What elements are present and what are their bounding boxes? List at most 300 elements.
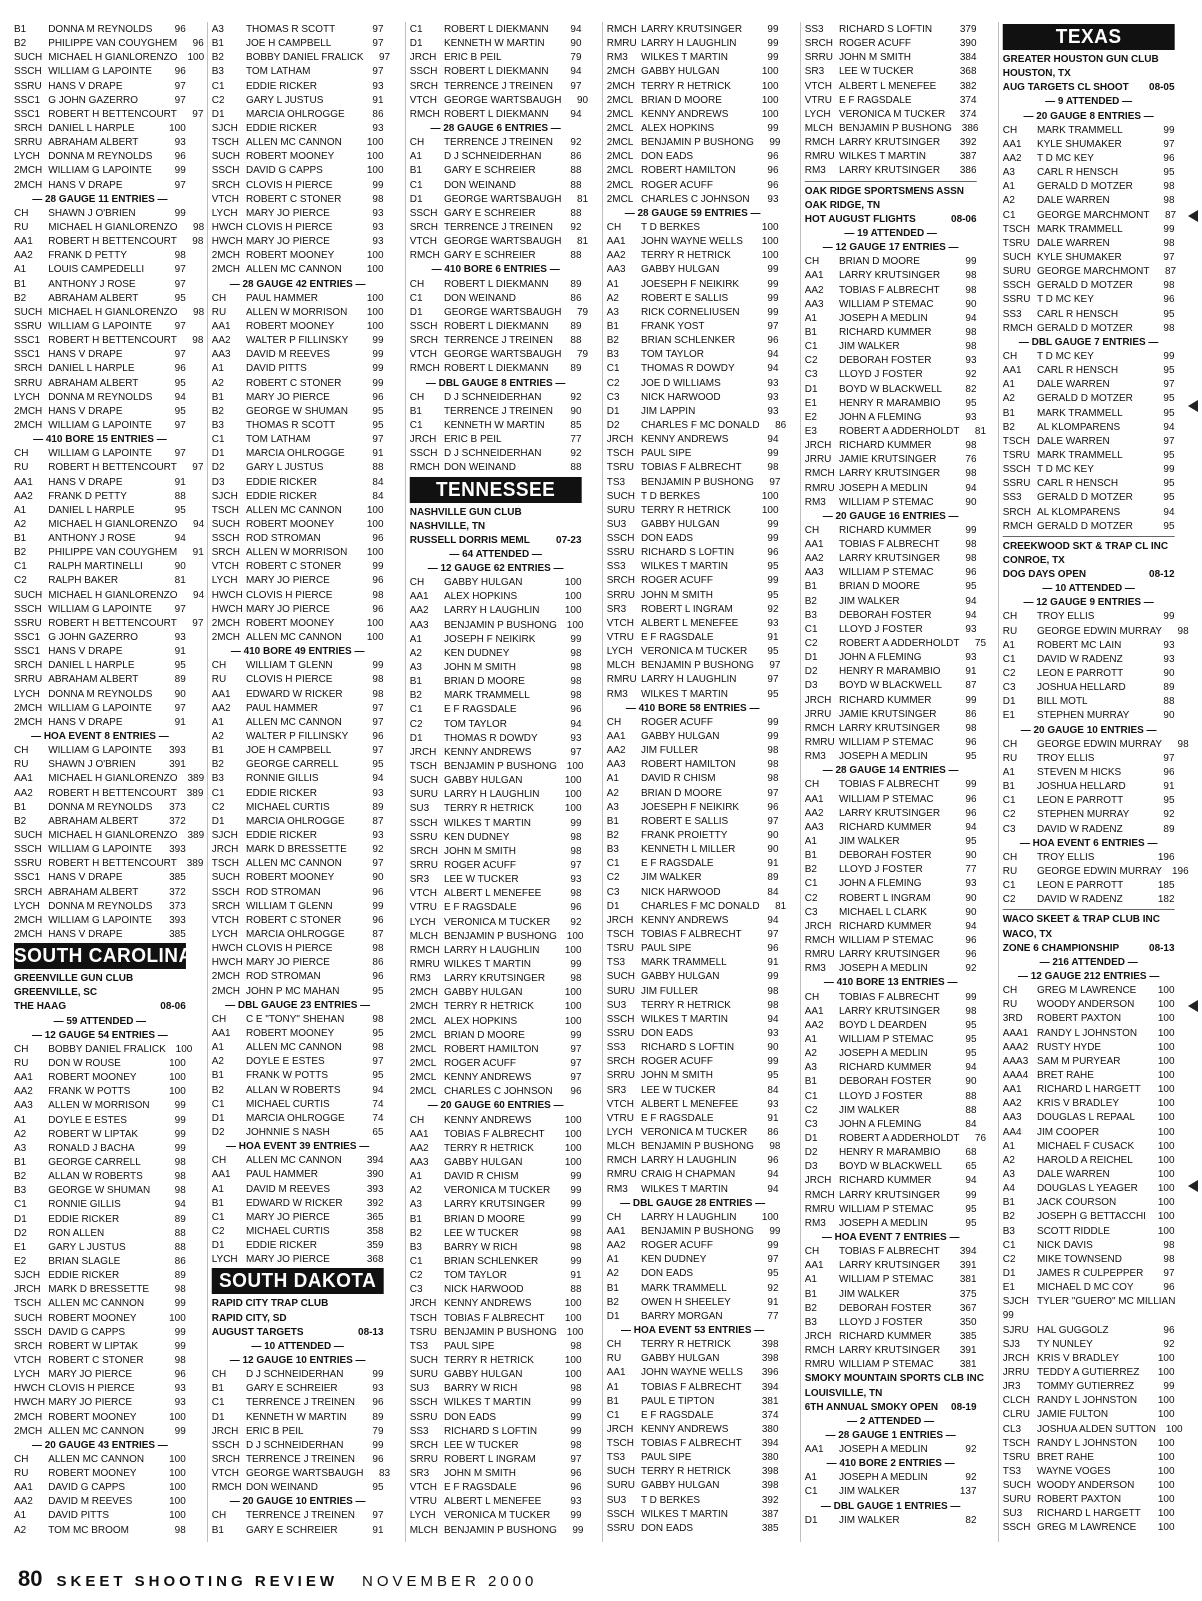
score: 93 (965, 410, 977, 423)
class-code: TSCH (1002, 222, 1031, 235)
class-code: JRCH (805, 919, 832, 932)
class-code: CH (1002, 349, 1018, 362)
shooter-name: JOHN A FLEMING (839, 651, 922, 664)
class-code: A1 (409, 150, 422, 163)
class-code: VTCH (409, 93, 437, 106)
score: 100 (564, 774, 582, 787)
result-row (14, 305, 205, 319)
class-code: B2 (14, 1170, 27, 1183)
shooter-name: ROGER ACUFF (641, 178, 714, 191)
class-code: AA3 (607, 263, 627, 276)
shooter-name: EDDIE RICKER (245, 475, 317, 488)
score: 98 (769, 1140, 781, 1153)
class-code: TSCH (409, 1311, 437, 1324)
class-code: C3 (1002, 822, 1016, 835)
result-row (212, 291, 384, 305)
result-row (14, 1339, 186, 1353)
shooter-name: MICHAEL H GIANLORENZO (48, 829, 178, 842)
shooter-name: MICHAEL D MC COY (1037, 1281, 1134, 1294)
result-row (212, 1480, 384, 1494)
class-code: C2 (805, 891, 818, 904)
class-code: AA4 (1002, 1125, 1022, 1138)
event-header: — 410 BORE 58 ENTRIES — (626, 701, 760, 714)
score: 99 (767, 277, 780, 290)
class-code: SUCH (607, 1465, 636, 1478)
shooter-name: THOMAS R SCOTT (245, 418, 336, 431)
shooter-name: WILLIAM G LAPOINTE (48, 701, 152, 714)
score: 99 (174, 206, 186, 219)
class-code: 2MCL (607, 178, 634, 191)
score: 97 (174, 701, 186, 714)
score: 97 (570, 1042, 582, 1055)
shooter-name: MARK TRAMMELL (1037, 123, 1123, 136)
class-code: SJ3 (1002, 1337, 1021, 1350)
score: 99 (965, 523, 977, 536)
result-row (212, 828, 384, 842)
result-row (805, 990, 977, 1004)
shooter-name: PAUL SIPE (641, 447, 692, 460)
result-row (1003, 1167, 1175, 1181)
result-row (212, 1125, 384, 1139)
shooter-name: HANS V DRAPE (48, 475, 123, 488)
shooter-name: ROD STROMAN (245, 532, 321, 545)
result-row (805, 947, 977, 961)
shooter-name: LARRY KRUTSINGER (839, 552, 941, 565)
result-row (14, 1127, 186, 1141)
shooter-name: BRIAN D MOORE (641, 93, 723, 106)
shooter-name: WALTER P FILLINSKY (245, 730, 349, 743)
class-code: MLCH (607, 659, 636, 672)
class-code: CH (409, 136, 424, 149)
result-row (212, 814, 384, 828)
class-code: RMRU (607, 37, 638, 50)
shooter-name: DEBORAH FOSTER (839, 608, 932, 621)
class-code: A1 (14, 503, 27, 516)
score: 98 (570, 661, 582, 674)
class-code: SUCH (211, 517, 240, 530)
shooter-name: JAMIE KRUTSINGER (839, 453, 937, 466)
shooter-name: DON EADS (641, 532, 694, 545)
result-row (1003, 1195, 1175, 1209)
shooter-name: WILKES T MARTIN (839, 150, 927, 163)
shooter-name: E F RAGSDALE (641, 631, 715, 644)
result-row (607, 93, 779, 107)
shooter-name: T D MC KEY (1037, 151, 1095, 164)
score: 86 (775, 418, 787, 431)
shooter-name: JOHN P MC MAHAN (245, 984, 340, 997)
score: 99 (372, 899, 384, 912)
result-row (805, 735, 977, 749)
shooter-name: LARRY KRUTSINGER (839, 721, 941, 734)
result-row (1003, 1506, 1175, 1520)
score: 88 (570, 461, 582, 474)
score: 100 (1158, 1196, 1175, 1209)
result-row (212, 1167, 384, 1181)
score: 93 (1163, 652, 1175, 665)
class-code: D2 (211, 461, 225, 474)
class-code: SRRU (14, 673, 43, 686)
result-row (1003, 179, 1175, 193)
class-code: D1 (805, 1131, 818, 1144)
result-row (805, 1131, 987, 1145)
result-row (805, 1103, 977, 1117)
result-row (409, 773, 581, 787)
class-code: 2MCH (14, 418, 43, 431)
class-code: A2 (409, 646, 422, 659)
shooter-name: GABBY HULGAN (641, 730, 720, 743)
class-code: C3 (607, 885, 620, 898)
shooter-name: WILLIAM G LAPOINTE (48, 744, 152, 757)
result-row (607, 50, 779, 64)
class-code: SRCH (409, 844, 438, 857)
class-code: RU (607, 1352, 622, 1365)
result-row (409, 319, 581, 333)
result-row (805, 268, 977, 282)
event-header: — DBL GAUGE 1 ENTRIES — (821, 1499, 961, 1512)
shooter-name: JOSHUA HELLARD (1037, 681, 1126, 694)
class-code: A1 (607, 277, 620, 290)
shooter-name: WOODY ANDERSON (1037, 998, 1135, 1011)
result-row (212, 206, 384, 220)
shooter-name: GARY L JUSTUS (48, 1240, 126, 1253)
result-row (607, 1139, 779, 1153)
result-row (212, 1224, 384, 1238)
score: 99 (372, 659, 384, 672)
score: 380 (762, 1451, 780, 1464)
shooter-name: BENJAMIN P BUSHONG (443, 929, 557, 942)
result-row (409, 900, 581, 914)
result-row (607, 475, 779, 489)
shooter-name: DON EADS (641, 1026, 694, 1039)
shooter-name: MICHAEL H GIANLORENZO (48, 517, 178, 530)
result-row (14, 672, 186, 686)
shooter-name: LLOYD J FOSTER (839, 1089, 923, 1102)
event-header: — 64 ATTENDED — (449, 547, 542, 560)
score: 393 (169, 913, 186, 926)
result-row (607, 248, 779, 262)
event-header: — DBL GAUGE 8 ENTRIES — (425, 376, 566, 389)
score: 91 (174, 475, 186, 488)
result-row (607, 899, 787, 913)
shooter-name: MARY JO PIERCE (48, 1396, 133, 1409)
score: 100 (366, 136, 384, 149)
score: 99 (174, 1424, 186, 1437)
shooter-name: WAYNE VOGES (1037, 1464, 1111, 1477)
shooter-name: PAUL SIPE (641, 942, 692, 955)
score: 394 (366, 1154, 384, 1167)
margin-mark (1188, 1000, 1198, 1012)
score: 97 (1163, 378, 1175, 391)
result-row (607, 1111, 779, 1125)
result-row (805, 848, 977, 862)
shooter-name: TERRENCE J TREINEN (443, 334, 553, 347)
shooter-name: ROBERT A ADDERHOLDT (839, 1131, 960, 1144)
result-row (212, 319, 384, 333)
score: 381 (960, 1273, 977, 1286)
result-row (1003, 1252, 1175, 1266)
score: 84 (965, 1117, 977, 1130)
result-row (212, 969, 384, 983)
result-row (805, 22, 977, 36)
shooter-name: LARRY H LAUGHLIN (641, 673, 737, 686)
score: 97 (174, 263, 186, 276)
shooter-name: CLOVIS H PIERCE (245, 178, 333, 191)
shooter-name: KYLE SHUMAKER (1037, 137, 1122, 150)
event-header: — HOA EVENT 7 ENTRIES — (822, 1230, 960, 1243)
shooter-name: TERRENCE J TREINEN (443, 79, 553, 92)
score: 90 (767, 829, 780, 842)
result-row (14, 842, 186, 856)
score: 97 (372, 744, 384, 757)
result-row (409, 589, 581, 603)
shoot-name-date (805, 1400, 977, 1414)
result-row (14, 531, 186, 545)
score: 100 (1158, 1224, 1175, 1237)
result-row (409, 192, 588, 206)
shooter-name: GARY E SCHREIER (245, 1382, 338, 1395)
result-row (14, 277, 186, 291)
score: 96 (570, 901, 582, 914)
result-row (212, 1153, 384, 1167)
class-code: CH (211, 1012, 226, 1025)
class-code: B1 (805, 1075, 818, 1088)
page-number: 80 (18, 1566, 43, 1591)
result-row (805, 721, 977, 735)
class-code: C2 (14, 574, 27, 587)
result-row (1003, 694, 1175, 708)
result-row (607, 658, 779, 672)
score: 99 (1163, 463, 1175, 476)
shoot-name-date (409, 533, 581, 547)
shooter-name: BENJAMIN P BUSHONG (839, 121, 953, 134)
class-code: A2 (14, 517, 27, 530)
shooter-name: ROBERT W LIPTAK (48, 1127, 139, 1140)
shooter-name: WILLIAM P STEMAC (839, 495, 934, 508)
class-code: JRCH (1002, 1351, 1030, 1364)
class-code: 2MCH (409, 1000, 438, 1013)
shooter-name: ROBERT E SALLIS (641, 814, 729, 827)
result-row (805, 594, 977, 608)
class-code: VTCH (14, 1353, 42, 1366)
result-row (1003, 377, 1175, 391)
result-row (805, 36, 977, 50)
club-info: CONROE, TX (1002, 553, 1065, 566)
result-row (805, 792, 977, 806)
class-code: HWCH (211, 956, 243, 969)
result-row (805, 1442, 977, 1456)
score: 100 (564, 1353, 582, 1366)
score: 100 (1158, 1026, 1175, 1039)
shooter-name: GEORGE EDWIN MURRAY (1037, 624, 1163, 637)
shooter-name: JIM WALKER (839, 1287, 900, 1300)
score: 97 (372, 37, 384, 50)
class-code: JRRU (1002, 1365, 1030, 1378)
score: 99 (1163, 222, 1175, 235)
class-code: SRCH (805, 37, 834, 50)
class-code: C1 (607, 362, 620, 375)
score: 93 (372, 121, 384, 134)
shooter-name: MICHAEL H GIANLORENZO (48, 588, 178, 601)
shooter-name: BENJAMIN P BUSHONG (443, 618, 557, 631)
score: 99 (174, 1325, 186, 1338)
result-row (607, 559, 779, 573)
result-row (805, 396, 977, 410)
class-code: SSCH (14, 843, 42, 856)
result-row (14, 1084, 186, 1098)
score: 100 (564, 576, 582, 589)
class-code: D3 (211, 475, 225, 488)
result-row (409, 1226, 581, 1240)
shooter-name: DONNA M REYNOLDS (48, 687, 153, 700)
class-code: 2MCL (607, 107, 634, 120)
score: 90 (372, 871, 384, 884)
class-code: CL3 (1002, 1422, 1022, 1435)
result-row (1003, 1054, 1175, 1068)
score: 99 (769, 1224, 781, 1237)
score: 92 (965, 1471, 977, 1484)
results-columns (14, 22, 1189, 1542)
score: 100 (762, 489, 780, 502)
class-code: RMCH (1002, 321, 1033, 334)
score: 98 (174, 1283, 186, 1296)
class-code: B1 (211, 390, 224, 403)
shooter-name: VERONICA M TUCKER (641, 1125, 748, 1138)
result-row (1003, 1125, 1175, 1139)
shooter-name: MARY JO PIERCE (245, 1210, 330, 1223)
score: 96 (372, 602, 384, 615)
result-row (805, 678, 977, 692)
result-row (409, 858, 581, 872)
result-row (212, 602, 384, 616)
class-code: AA2 (14, 786, 33, 799)
result-row (805, 523, 977, 537)
class-code: SSCH (607, 532, 635, 545)
shooter-name: WILKES T MARTIN (443, 958, 531, 970)
shooter-name: BENJAMIN P BUSHONG (443, 760, 557, 773)
shooter-name: JOSEPH A MEDLIN (839, 1216, 928, 1229)
class-code: B3 (211, 772, 224, 785)
class-code: A2 (1002, 392, 1016, 405)
result-row (14, 927, 186, 941)
score: 100 (1158, 1012, 1175, 1025)
shooter-name: TERRENCE J TREINEN (245, 1452, 355, 1465)
result-row (14, 1141, 186, 1155)
class-code: C1 (1002, 879, 1016, 892)
score: 100 (366, 517, 384, 530)
score: 93 (372, 79, 384, 92)
score: 98 (372, 588, 384, 601)
result-row (1003, 1011, 1175, 1025)
shooter-name: RANDY L JOHNSTON (1037, 1026, 1138, 1039)
shooter-name: KENNETH W MARTIN (443, 37, 545, 50)
class-code: AA2 (14, 249, 33, 262)
class-code: SSC1 (14, 631, 41, 644)
score: 99 (570, 632, 582, 645)
shooter-name: PHILIPPE VAN COUYGHEM (48, 546, 178, 559)
shooter-name: CLOVIS H PIERCE (48, 1382, 135, 1395)
result-row (409, 446, 581, 460)
class-code: CH (607, 1338, 622, 1351)
result-row (607, 347, 779, 361)
result-row (409, 1113, 581, 1127)
shooter-name: ALBERT L MENEFEE (443, 887, 541, 900)
shooter-name: TOM MC BROOM (48, 1523, 129, 1536)
class-code: C1 (211, 1210, 225, 1223)
result-row (14, 1282, 186, 1296)
score: 93 (372, 206, 384, 219)
score: 94 (767, 1168, 780, 1181)
result-row (14, 22, 186, 36)
result-row (212, 1196, 384, 1210)
result-row (607, 305, 779, 319)
class-code: 2MCL (607, 93, 634, 106)
shooter-name: WILKES T MARTIN (641, 1012, 729, 1025)
shooter-name: ROBERT L DIEKMANN (443, 277, 549, 290)
score: 98 (965, 467, 977, 480)
result-row (212, 1083, 384, 1097)
score: 95 (965, 1032, 977, 1045)
score: 97 (767, 786, 780, 799)
score: 97 (1163, 137, 1175, 150)
result-row (607, 771, 779, 785)
shooter-name: LARRY H LAUGHLIN (443, 604, 540, 617)
class-code: AA2 (409, 1141, 429, 1154)
shooter-name: BENJAMIN P BUSHONG (443, 1523, 557, 1536)
class-code: AA1 (607, 1224, 627, 1237)
shooter-name: RALPH BAKER (48, 574, 119, 587)
result-row (212, 460, 384, 474)
event-header: — 10 ATTENDED — (251, 1339, 344, 1352)
shooter-name: HANS V DRAPE (48, 871, 123, 884)
result-row (409, 1296, 581, 1310)
score: 93 (767, 1097, 780, 1110)
shoot-date: 08-13 (357, 1325, 384, 1338)
result-row (14, 885, 186, 899)
score: 96 (192, 37, 204, 50)
result-row (14, 1240, 186, 1254)
result-row (607, 1450, 779, 1464)
shooter-name: VERONICA M TUCKER (443, 915, 550, 928)
shooter-name: JOSHUA HELLARD (1037, 780, 1126, 793)
result-row (14, 1169, 186, 1183)
score: 96 (372, 1396, 384, 1409)
class-code: D1 (607, 899, 620, 912)
result-row (409, 107, 581, 121)
class-code: AA2 (14, 1495, 33, 1508)
shooter-name: BENJAMIN P BUSHONG (443, 1325, 557, 1338)
shooter-name: PAUL HAMMER (245, 291, 318, 304)
shooter-name: DON EADS (641, 1267, 694, 1280)
class-code: D1 (211, 1111, 225, 1124)
score: 97 (1163, 250, 1175, 263)
result-row (1003, 208, 1175, 222)
result-row (212, 432, 384, 446)
class-code: TSCH (607, 1437, 635, 1450)
class-code: SRCH (211, 899, 240, 912)
score: 98 (372, 673, 384, 686)
result-row (14, 248, 186, 262)
class-code: RM3 (607, 51, 629, 64)
class-code: 2MCL (409, 1056, 437, 1069)
score: 98 (965, 538, 977, 551)
score: 365 (366, 1210, 384, 1223)
score: 93 (965, 354, 977, 367)
class-code: RMRU (805, 948, 835, 961)
shooter-name: THOMAS R DOWDY (641, 362, 736, 375)
shooter-name: ROBERT H BETTENCOURT (48, 107, 177, 120)
shooter-name: LARRY KRUTSINGER (839, 1188, 941, 1201)
shoot-name-date (1003, 567, 1175, 581)
